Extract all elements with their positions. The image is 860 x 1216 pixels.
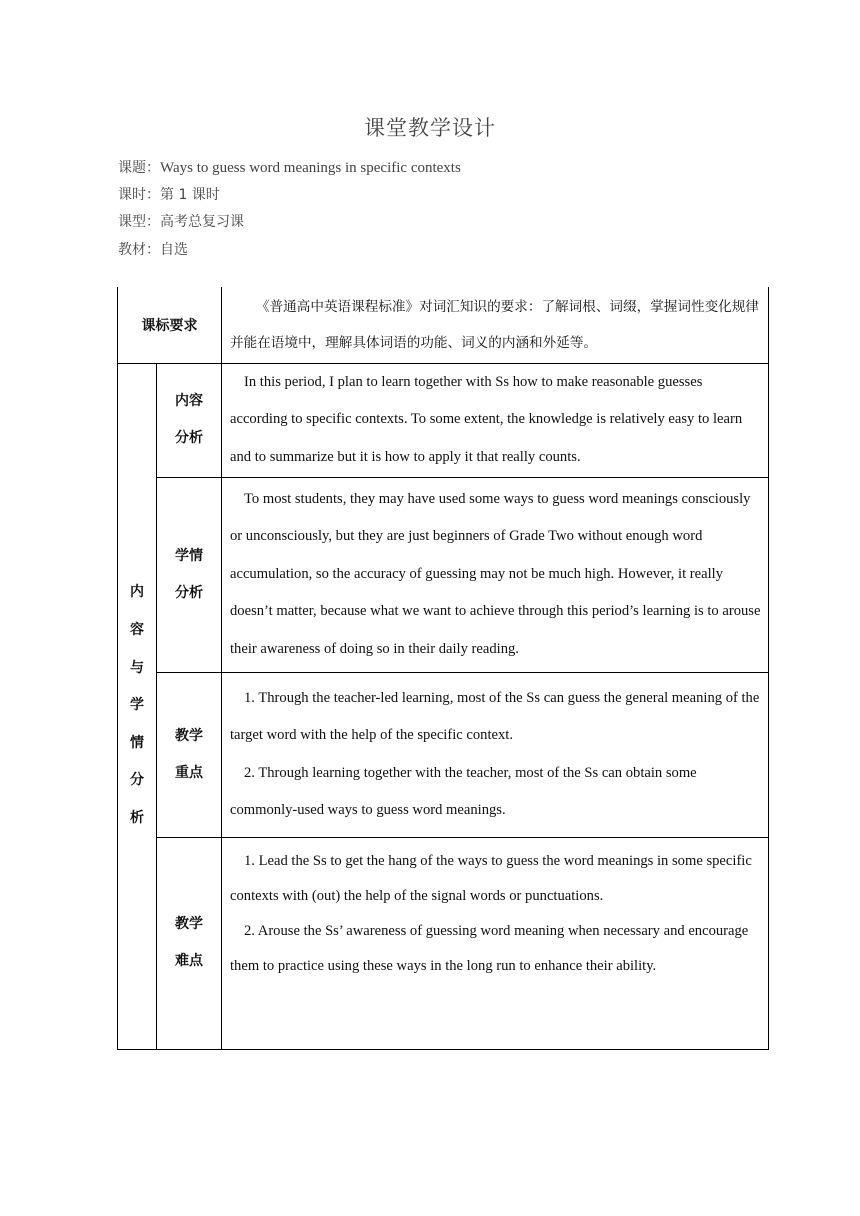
paragraph: 1. Lead the Ss to get the hang of the ways to guess the word meanings in some specific contexts with (out) the help of the signal words or punctuations. [230,852,752,904]
section-key-points [222,672,769,837]
standard-text-cell [222,287,769,363]
meta-periods [118,185,220,205]
section-row-difficulties [118,837,769,1049]
group-label [118,363,157,1049]
standard-row [118,287,769,363]
meta-periods-value: 第 1 课时 [160,187,220,203]
section-label-difficulties [157,837,222,1049]
group-label-char: 学 [130,697,144,714]
group-label-char: 分 [130,772,144,789]
section-row-content [118,363,769,477]
group-label-char: 与 [130,659,144,676]
meta-lesson-type-key: 课型： [118,214,160,230]
meta-topic [118,158,461,178]
document-title: 课堂教学设计 [364,116,496,140]
section-row-key-points [118,672,769,837]
meta-topic-key: 课题： [118,160,160,176]
section-label-line: 难点 [175,953,203,969]
meta-lesson-type [118,212,244,232]
group-label-char: 内 [130,584,144,601]
section-difficulties [222,837,769,1049]
section-content-analysis [222,363,769,477]
section-label-line: 重点 [175,764,203,781]
section-label-key-points [157,672,222,837]
meta-textbook [118,240,188,260]
section-label-line: 分析 [175,584,203,601]
section-students-analysis [222,477,769,672]
meta-topic-value: Ways to guess word meanings in specific contexts [160,160,461,176]
group-label-char: 析 [130,809,144,826]
standard-label: 课标要求 [118,287,222,363]
meta-textbook-value: 自选 [160,242,188,258]
group-label-char: 容 [130,622,144,639]
lesson-plan-table [117,287,769,1050]
paragraph: 1. Through the teacher-led learning, most of the Ss can guess the general meaning of the target word with the help of the specific context. [230,689,760,743]
section-label-students [157,477,222,672]
section-label-line: 分析 [175,430,203,446]
meta-periods-key: 课时： [118,187,160,203]
group-label-char: 情 [130,734,144,751]
standard-text: 《普通高中英语课程标准》对词汇知识的要求：了解词根、词缀，掌握词性变化规律并能在语境中，理解具体词语的功能、词义的内涵和外延等。 [230,298,759,351]
section-label-line: 教学 [175,916,203,932]
section-label-line: 学情 [175,547,203,564]
section-label-content [157,363,222,477]
paragraph: In this period, I plan to learn together with Ss how to make reasonable guesses according to specific contexts. To some extent, the knowledge is relatively easy to learn and to summarize but it is how to apply it that really counts. [230,373,743,465]
paragraph: 2. Through learning together with the teacher, most of the Ss can obtain some commonly-used ways to guess word meanings. [230,764,697,818]
meta-textbook-key: 教材： [118,242,160,258]
section-label-line: 内容 [175,393,203,409]
meta-lesson-type-value: 高考总复习课 [160,214,244,230]
paragraph: 2. Arouse the Ss’ awareness of guessing word meaning when necessary and encourage them to practice using these ways in the long run to enhance their ability. [230,922,749,974]
section-label-line: 教学 [175,727,203,744]
section-row-students [118,477,769,672]
paragraph: To most students, they may have used some ways to guess word meanings consciously or unconsciously, but they are just beginners of Grade Two without enough word accumulation, so the accuracy of guessing may not be much high. However, it really doesn’t matter, because what we want to achieve through this period’s learning is to arouse their awareness of doing so in their daily reading. [230,490,761,657]
